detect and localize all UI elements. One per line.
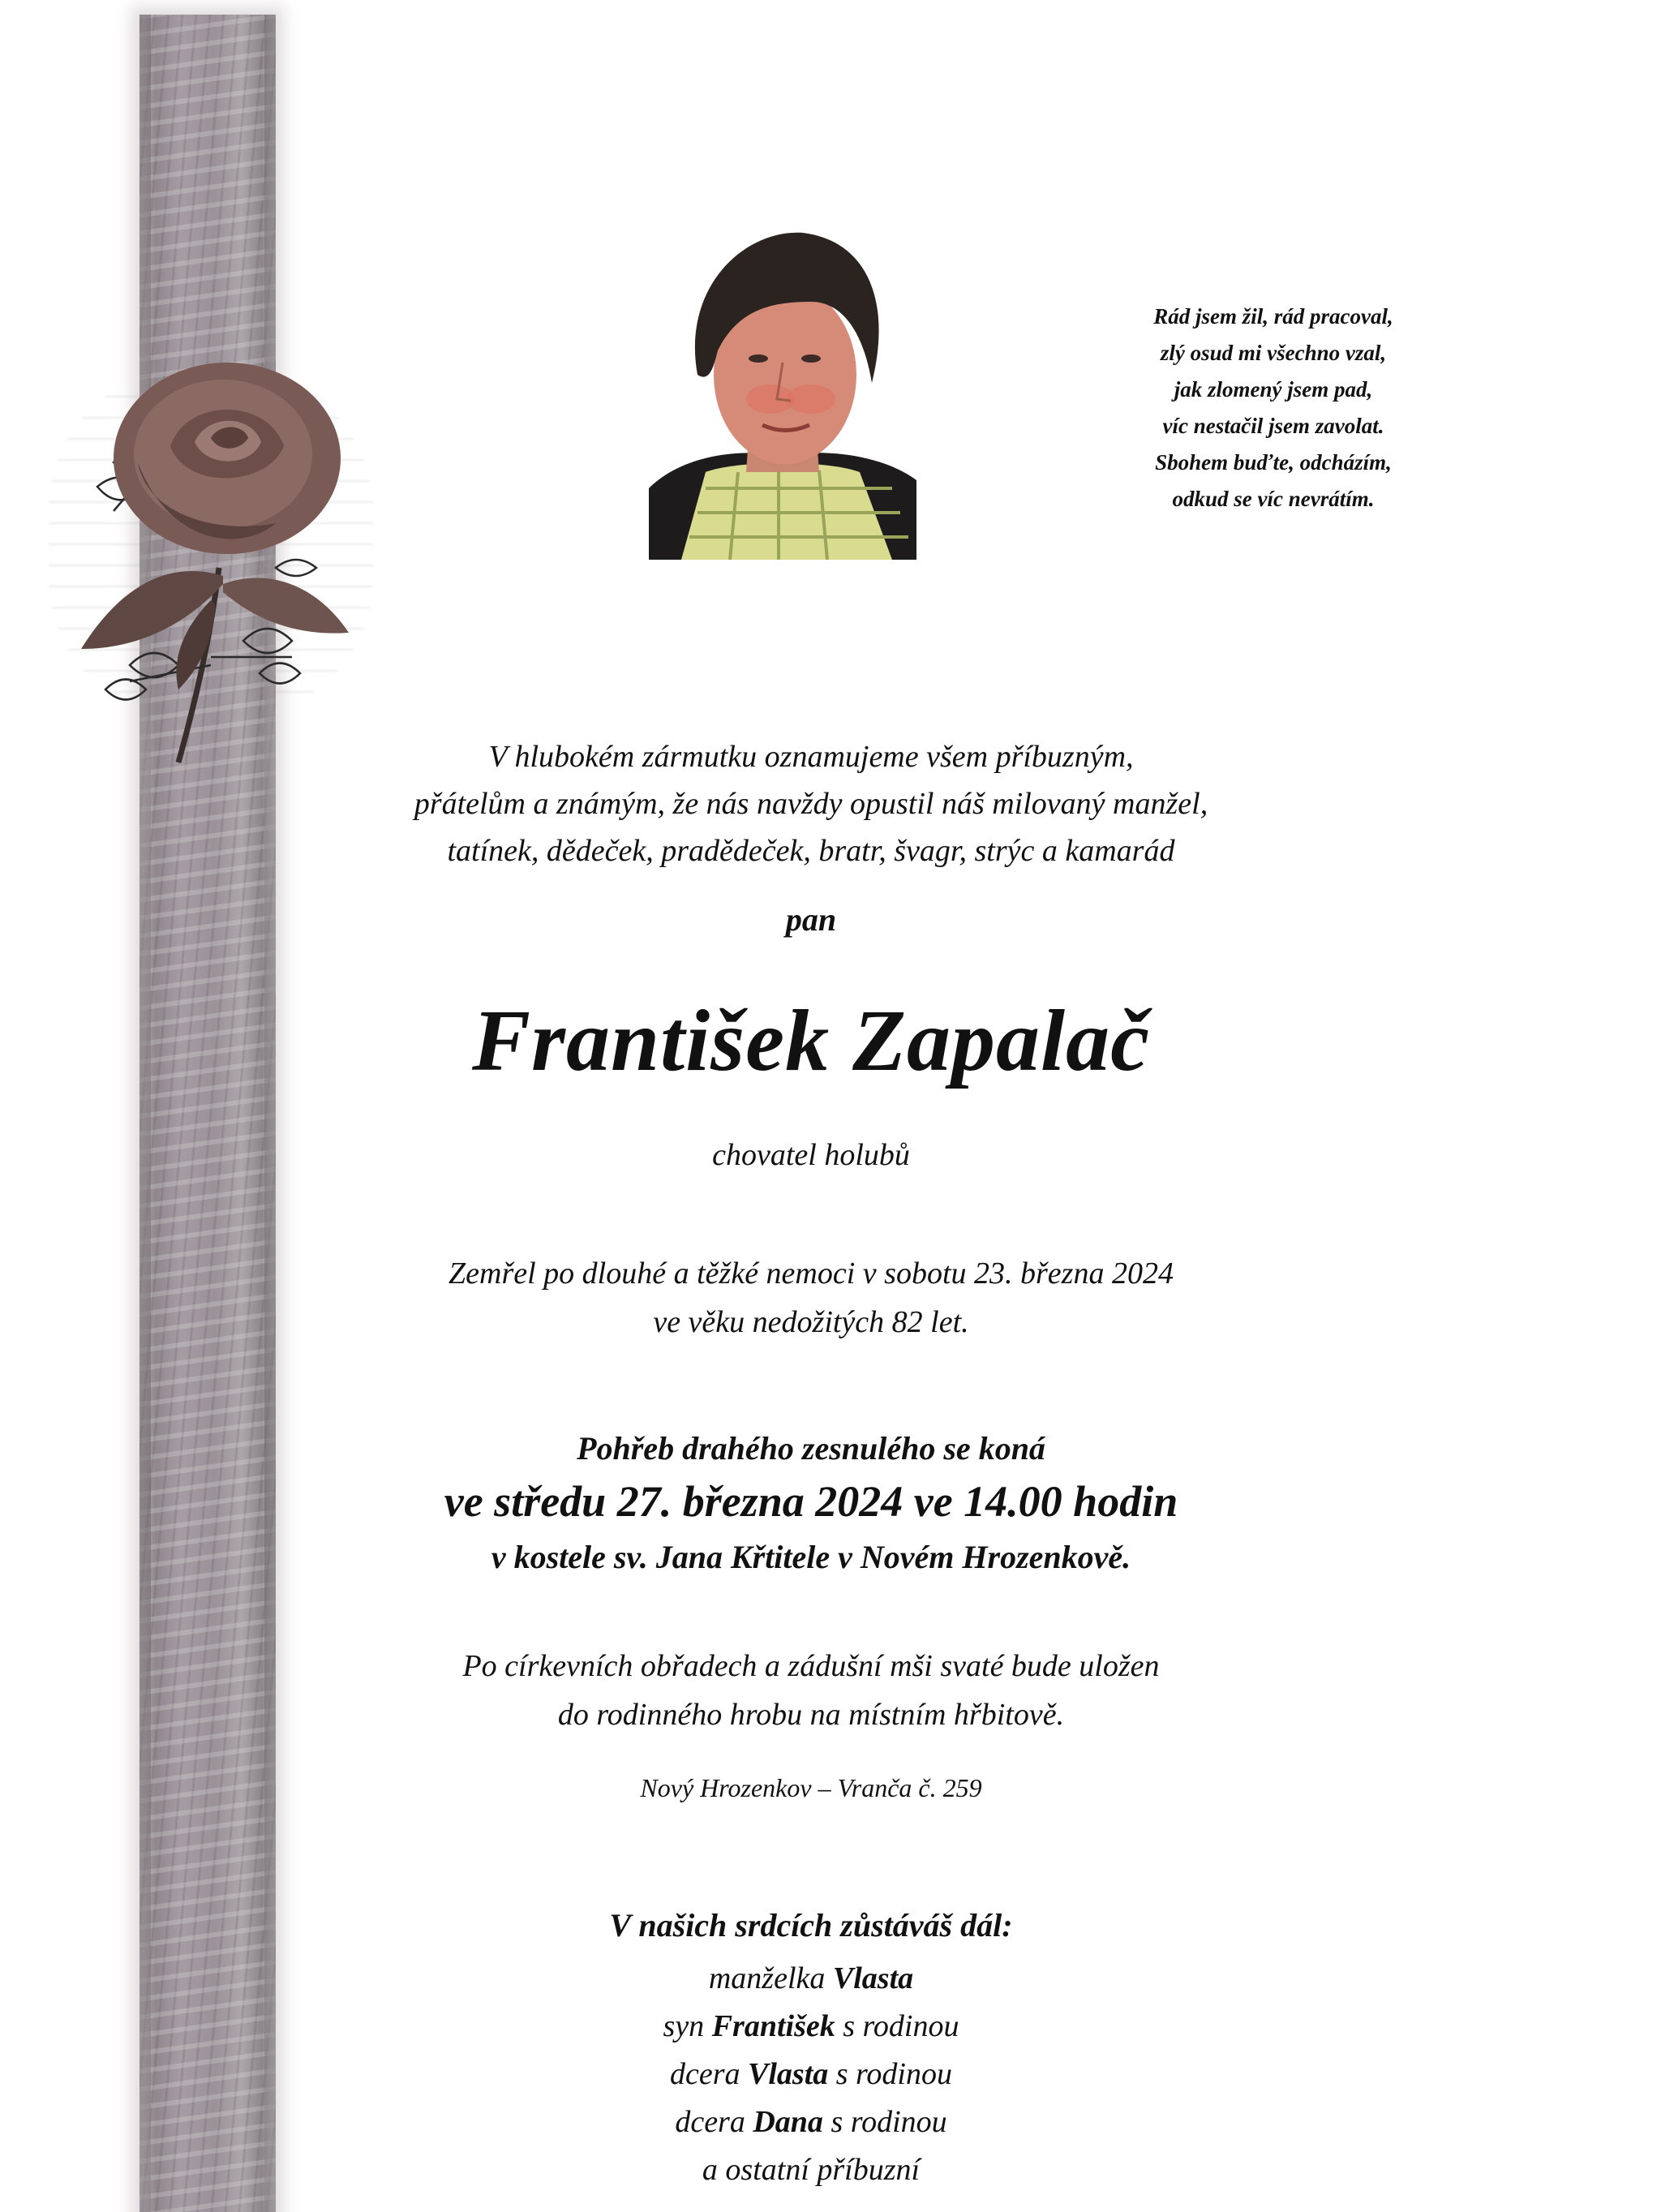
poem-line: Rád jsem žil, rád pracoval, [1153, 304, 1393, 329]
member-suffix: s rodinou [828, 2057, 952, 2091]
family-list [308, 1955, 1314, 2194]
poem-line: víc nestačil jsem zavolat. [1162, 414, 1384, 438]
home-address: Nový Hrozenkov – Vranča č. 259 [640, 1773, 982, 1802]
death-line: Zemřel po dlouhé a těžké nemoci v sobotu 23. března 2024 [449, 1256, 1174, 1291]
funeral-location: v kostele sv. Jana Křtitele v Novém Hrozenkově. [491, 1539, 1131, 1575]
family-member [308, 2051, 1314, 2098]
relation: manželka [708, 1961, 833, 1995]
family-member [308, 1955, 1314, 2003]
relation: dcera [669, 2057, 749, 2091]
occupation: chovatel holubů [712, 1138, 910, 1172]
poem-line: Sbohem buďte, odcházím, [1155, 450, 1392, 475]
member-name: Vlasta [748, 2057, 829, 2091]
member-name: František [711, 2009, 835, 2043]
member-suffix: s rodinou [835, 2009, 959, 2043]
deceased-name: František Zapalač [471, 993, 1151, 1089]
family-heading: V našich srdcích zůstáváš dál: [609, 1907, 1013, 1944]
relation: syn [663, 2009, 712, 2043]
burial-line: do rodinného hrobu na místním hřbitově. [557, 1698, 1065, 1732]
member-name: Dana [753, 2105, 823, 2139]
death-details [308, 1249, 1314, 1347]
member-name: Vlasta [832, 1961, 914, 1995]
intro-line: tatínek, dědeček, pradědeček, bratr, švagr, strýc a kamarád [447, 834, 1175, 868]
relation: a ostatní příbuzní [702, 2153, 921, 2187]
family-member [308, 2003, 1314, 2051]
intro-line: V hlubokém zármutku oznamujeme všem příbuzným, [488, 740, 1134, 774]
family-member [308, 2146, 1314, 2194]
member-suffix: s rodinou [822, 2105, 947, 2139]
burial-details [308, 1642, 1314, 1739]
intro-line: přátelům a známým, že nás navždy opustil náš milovaný manžel, [414, 787, 1208, 821]
poem-line: jak zlomený jsem pad, [1174, 377, 1373, 402]
rose-decoration [49, 324, 389, 779]
rose-icon [49, 324, 389, 779]
relation: dcera [675, 2105, 753, 2139]
poem-line: odkud se víc nevrátím. [1172, 487, 1375, 511]
title-pan: pan [785, 901, 837, 938]
portrait-photo [649, 213, 916, 560]
poem-line: zlý osud mi všechno vzal, [1160, 341, 1387, 365]
funeral-heading: Pohřeb drahého zesnulého se koná [577, 1430, 1045, 1467]
funeral-datetime: ve středu 27. března 2024 ve 14.00 hodin [444, 1477, 1178, 1526]
announcement-intro [308, 733, 1314, 874]
burial-line: Po církevních obřadech a zádušní mši svaté bude uložen [462, 1649, 1160, 1683]
family-member [308, 2098, 1314, 2146]
death-line: ve věku nedožitých 82 let. [653, 1305, 969, 1339]
portrait-image [649, 213, 916, 560]
memorial-poem [1062, 299, 1484, 518]
